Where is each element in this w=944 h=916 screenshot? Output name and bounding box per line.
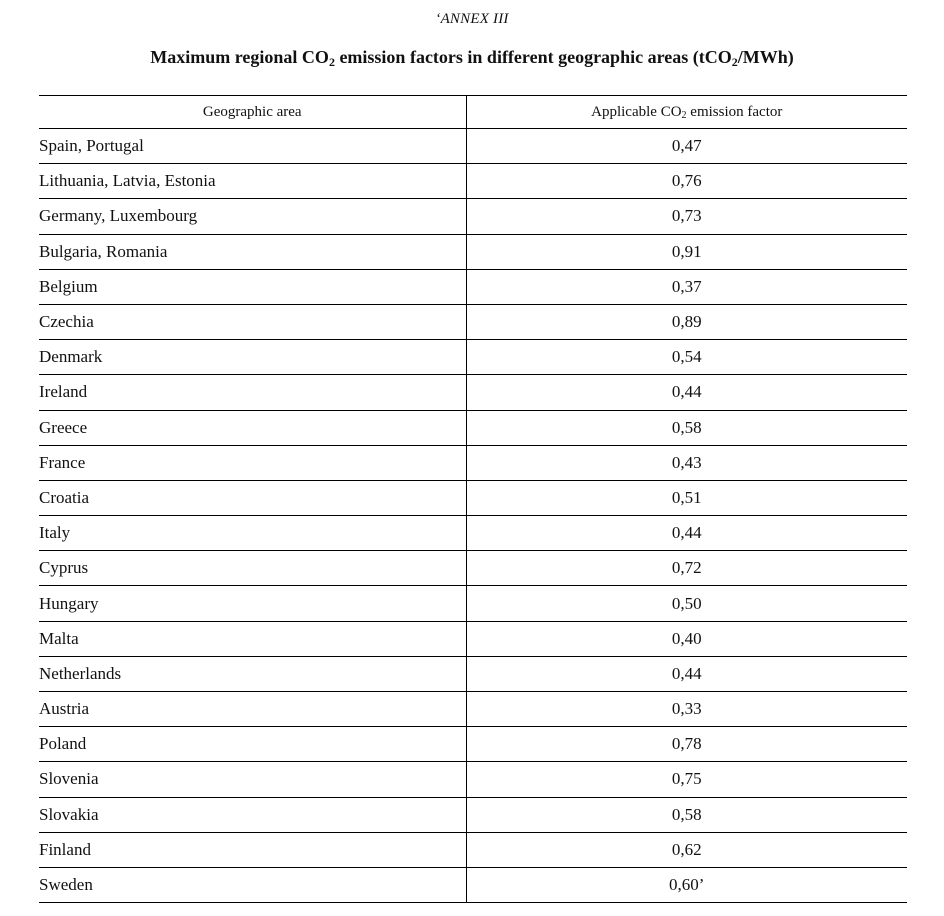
geographic-area-cell: Czechia — [39, 304, 466, 339]
emission-factor-cell: 0,44 — [466, 656, 907, 691]
table-row — [39, 164, 907, 199]
title-suffix: /MWh) — [737, 47, 794, 67]
title-prefix: Maximum regional CO — [150, 47, 329, 67]
geographic-area-cell: Italy — [39, 516, 466, 551]
emission-factor-cell: 0,50 — [466, 586, 907, 621]
geographic-area-cell: Austria — [39, 692, 466, 727]
emission-factor-cell: 0,91 — [466, 234, 907, 269]
emission-factor-cell: 0,37 — [466, 269, 907, 304]
geographic-area-cell: Spain, Portugal — [39, 129, 466, 164]
geographic-area-cell: Ireland — [39, 375, 466, 410]
emission-factor-cell: 0,60’ — [466, 867, 907, 902]
geographic-area-cell: Poland — [39, 727, 466, 762]
table-row — [39, 551, 907, 586]
table-row — [39, 832, 907, 867]
table-row — [39, 340, 907, 375]
header-factor-suffix: emission factor — [686, 103, 783, 120]
emission-factor-cell: 0,51 — [466, 480, 907, 515]
emission-factor-cell: 0,73 — [466, 199, 907, 234]
table-row — [39, 762, 907, 797]
emission-factor-cell: 0,75 — [466, 762, 907, 797]
emission-factor-cell: 0,54 — [466, 340, 907, 375]
emission-factor-cell: 0,58 — [466, 410, 907, 445]
title-middle: emission factors in different geographic areas (tCO — [334, 47, 732, 67]
emission-factor-cell: 0,58 — [466, 797, 907, 832]
emission-factor-cell: 0,62 — [466, 832, 907, 867]
title-subscript-1: 2 — [328, 55, 335, 69]
table-row — [39, 129, 907, 164]
table-row — [39, 234, 907, 269]
table-row — [39, 797, 907, 832]
table-row — [39, 304, 907, 339]
table-row — [39, 621, 907, 656]
emission-factor-cell: 0,72 — [466, 551, 907, 586]
geographic-area-cell: Finland — [39, 832, 466, 867]
annex-label: ‘ANNEX III — [435, 11, 509, 27]
geographic-area-cell: Belgium — [39, 269, 466, 304]
geographic-area-cell: Croatia — [39, 480, 466, 515]
table-row — [39, 516, 907, 551]
geographic-area-cell: Denmark — [39, 340, 466, 375]
table-row — [39, 586, 907, 621]
table-row — [39, 692, 907, 727]
emission-factor-cell: 0,40 — [466, 621, 907, 656]
geographic-area-cell: Greece — [39, 410, 466, 445]
table-body — [39, 129, 907, 903]
emission-factor-cell: 0,47 — [466, 129, 907, 164]
header-factor-subscript: 2 — [681, 109, 687, 121]
header-geographic-area: Geographic area — [39, 96, 466, 129]
geographic-area-cell: Germany, Luxembourg — [39, 199, 466, 234]
table-row — [39, 375, 907, 410]
table-row — [39, 199, 907, 234]
emission-factor-cell: 0,43 — [466, 445, 907, 480]
table-row — [39, 480, 907, 515]
geographic-area-cell: Hungary — [39, 586, 466, 621]
geographic-area-cell: Slovenia — [39, 762, 466, 797]
emission-factor-cell: 0,44 — [466, 375, 907, 410]
table-row — [39, 867, 907, 902]
geographic-area-cell: Bulgaria, Romania — [39, 234, 466, 269]
geographic-area-cell: France — [39, 445, 466, 480]
emission-factor-cell: 0,89 — [466, 304, 907, 339]
table-header-row — [39, 96, 907, 129]
emission-factor-cell: 0,76 — [466, 164, 907, 199]
geographic-area-cell: Cyprus — [39, 551, 466, 586]
geographic-area-cell: Slovakia — [39, 797, 466, 832]
page-title — [0, 47, 944, 68]
title-subscript-2: 2 — [731, 55, 738, 69]
table-row — [39, 410, 907, 445]
emission-factor-cell: 0,33 — [466, 692, 907, 727]
emission-factor-cell: 0,78 — [466, 727, 907, 762]
emission-factors-table — [39, 95, 907, 903]
table-row — [39, 727, 907, 762]
header-emission-factor — [466, 96, 907, 129]
geographic-area-cell: Netherlands — [39, 656, 466, 691]
emission-factor-cell: 0,44 — [466, 516, 907, 551]
header-factor-prefix: Applicable CO — [591, 103, 682, 120]
geographic-area-cell: Sweden — [39, 867, 466, 902]
table-row — [39, 656, 907, 691]
table-row — [39, 269, 907, 304]
geographic-area-cell: Lithuania, Latvia, Estonia — [39, 164, 466, 199]
geographic-area-cell: Malta — [39, 621, 466, 656]
table-row — [39, 445, 907, 480]
